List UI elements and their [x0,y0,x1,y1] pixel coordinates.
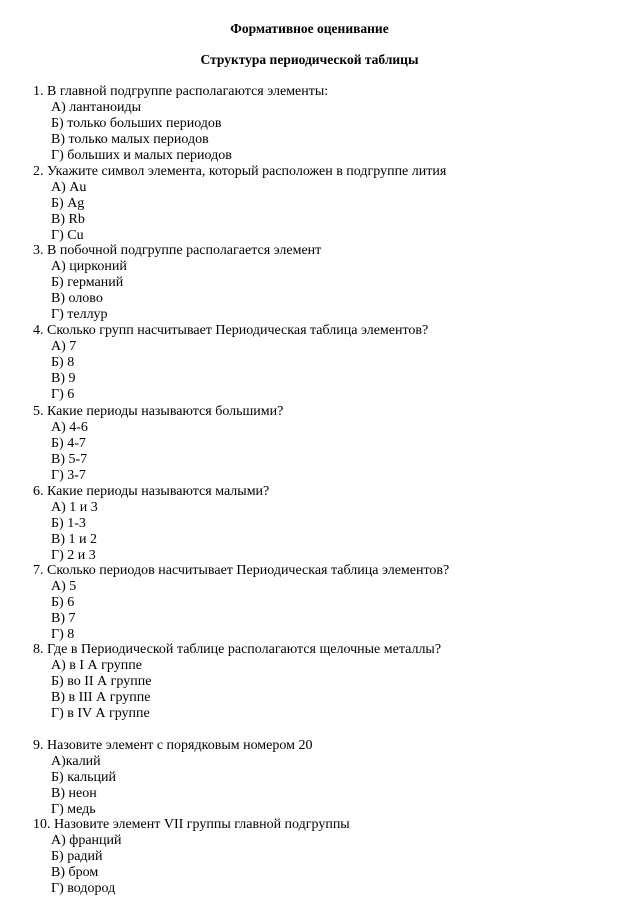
answer-option: А) 7 [51,338,77,354]
answer-option: Г) 3-7 [51,467,86,483]
answer-option: В) бром [51,864,99,880]
page-subtitle: Структура периодической таблицы [200,52,419,67]
answer-option: Г) Cu [51,227,84,243]
answer-option: В) в III А группе [51,689,151,705]
answer-option: Г) больших и малых периодов [51,147,232,163]
question-text: 10. Назовите элемент VII группы главной подгруппы [33,817,350,832]
answer-option: Б) 8 [51,354,75,370]
answer-option: А) 1 и 3 [51,499,98,515]
question-text: 2. Укажите символ элемента, который расположен в подгруппе лития [33,164,447,179]
answer-option: В) Rb [51,211,85,227]
question-text: 4. Сколько групп насчитывает Периодическая таблица элементов? [33,323,429,338]
answer-option: Б) Ag [51,195,85,211]
answer-option: Г) 8 [51,626,75,642]
question-text: 6. Какие периоды называются малыми? [33,484,270,499]
question-text: 1. В главной подгруппе располагаются элементы: [33,84,329,99]
answer-option: В) 1 и 2 [51,531,97,547]
answer-option: А) франций [51,832,122,848]
answer-option: А) цирконий [51,258,127,274]
answer-option: Г) медь [51,801,96,817]
question-text: 3. В побочной подгруппе располагается элемент [33,243,322,258]
answer-option: Б) кальций [51,769,116,785]
answer-option: Г) 2 и 3 [51,547,96,563]
answer-option: В) 5-7 [51,451,88,467]
question-text: 8. Где в Периодической таблице располагаются щелочные металлы? [33,642,442,657]
answer-option: А) 5 [51,578,77,594]
answer-option: В) неон [51,785,97,801]
answer-option: А) лантаноиды [51,99,141,115]
answer-option: В) 9 [51,370,76,386]
question-text: 5. Какие периоды называются большими? [33,404,284,419]
answer-option: А) Au [51,179,87,195]
answer-option: Б) радий [51,848,103,864]
answer-option: А) в I А группе [51,657,142,673]
answer-option: Б) 6 [51,594,75,610]
answer-option: Г) в IV А группе [51,705,150,721]
question-text: 9. Назовите элемент с порядковым номером 20 [33,738,313,753]
answer-option: В) только малых периодов [51,131,209,147]
answer-option: А) 4-6 [51,419,88,435]
answer-option: А)калий [51,753,101,769]
answer-option: Б) германий [51,274,124,290]
answer-option: Б) 4-7 [51,435,86,451]
page-title: Формативное оценивание [230,21,389,36]
answer-option: Г) теллур [51,306,108,322]
question-text: 7. Сколько периодов насчитывает Периодическая таблица элементов? [33,563,450,578]
answer-option: Б) только больших периодов [51,115,222,131]
answer-option: Б) во II А группе [51,673,152,689]
answer-option: В) олово [51,290,103,306]
answer-option: Г) водород [51,880,116,896]
answer-option: Г) 6 [51,386,75,402]
answer-option: Б) 1-3 [51,515,86,531]
answer-option: В) 7 [51,610,76,626]
